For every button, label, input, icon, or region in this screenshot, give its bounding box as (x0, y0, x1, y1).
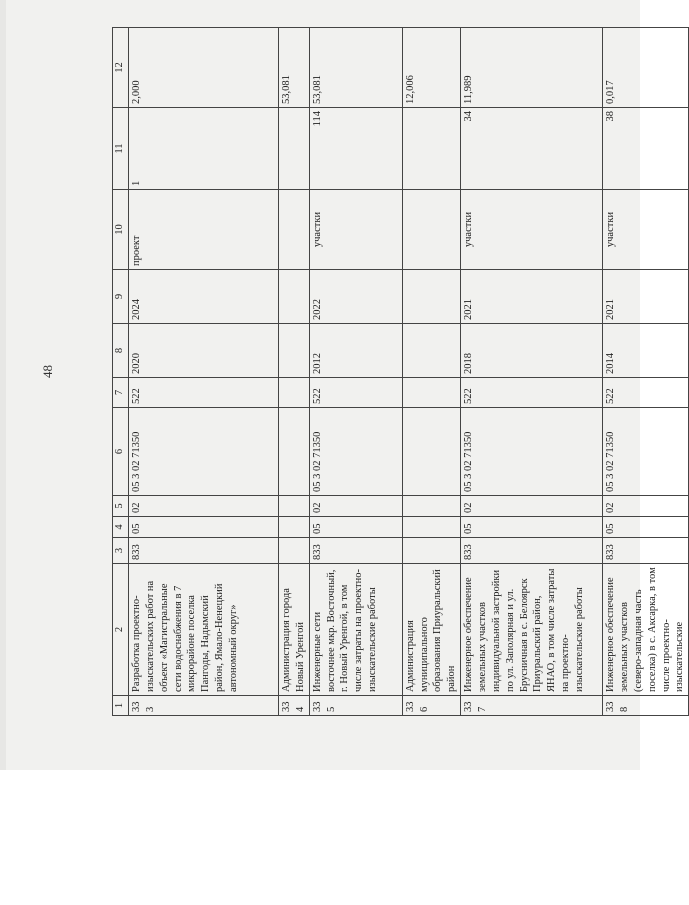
row-number: 336 (402, 696, 460, 716)
cell-6: 05 3 02 71350 (309, 408, 402, 496)
cell-6: 05 3 02 71350 (129, 408, 279, 496)
cell-4 (279, 517, 310, 538)
cell-12: 2,000 (129, 28, 279, 108)
table-row (461, 28, 603, 716)
cell-10: участки (461, 190, 603, 270)
cell-11 (279, 108, 310, 190)
cell-5: 02 (461, 496, 603, 517)
cell-10: проект (129, 190, 279, 270)
object-name: Администрация города Новый Уренгой (279, 564, 310, 696)
cell-4: 05 (603, 517, 689, 538)
object-name: Инженерные сети восточнее мкр. Восточный, г. Новый Уренгой, в том числе затраты на проектно-изыскательские работы (309, 564, 402, 696)
header-cell: 2 (113, 564, 129, 696)
cell-12: 12,006 (402, 28, 460, 108)
cell-11 (402, 108, 460, 190)
cell-12: 0,017 (603, 28, 689, 108)
cell-5 (402, 496, 460, 517)
table-row (603, 28, 689, 716)
table-row (402, 28, 460, 716)
cell-4: 05 (461, 517, 603, 538)
object-name: Инженерное обеспечение земельных участков индивидуальной застройки по ул. Заполярная и ул. Брусничная в с. Белоярск Приуральский район, ЯНАО, в том числе затраты на проектно-изыскательские работы (461, 564, 603, 696)
header-cell: 7 (113, 378, 129, 408)
cell-4: 05 (309, 517, 402, 538)
header-cell: 3 (113, 538, 129, 564)
cell-12: 11,989 (461, 28, 603, 108)
cell-9: 2021 (603, 270, 689, 324)
cell-8: 2018 (461, 324, 603, 378)
object-name: Администрация муниципального образования Приуральский район (402, 564, 460, 696)
cell-8: 2012 (309, 324, 402, 378)
cell-8: 2020 (129, 324, 279, 378)
row-number: 337 (461, 696, 603, 716)
cell-9: 2021 (461, 270, 603, 324)
cell-7: 522 (129, 378, 279, 408)
cell-7: 522 (603, 378, 689, 408)
cell-6 (279, 408, 310, 496)
cell-6: 05 3 02 71350 (461, 408, 603, 496)
header-cell: 5 (113, 496, 129, 517)
cell-9 (402, 270, 460, 324)
cell-9: 2022 (309, 270, 402, 324)
cell-7 (279, 378, 310, 408)
header-cell: 8 (113, 324, 129, 378)
cell-8: 2014 (603, 324, 689, 378)
object-name: Разработка проектно-изыскательских работ на объект «Магистральные сети водоснабжения в 7 микрорайоне поселка Пангоды, Надымский район, Ямало-Ненецкий автономный округ» (129, 564, 279, 696)
header-cell: 9 (113, 270, 129, 324)
table-row (129, 28, 279, 716)
cell-7: 522 (309, 378, 402, 408)
cell-12: 53,081 (279, 28, 310, 108)
cell-5: 02 (603, 496, 689, 517)
cell-7: 522 (461, 378, 603, 408)
cell-10 (402, 190, 460, 270)
cell-7 (402, 378, 460, 408)
cell-11: 114 (309, 108, 402, 190)
cell-9: 2024 (129, 270, 279, 324)
cell-11: 34 (461, 108, 603, 190)
object-name: Инженерное обеспечение земельных участков (северо-западная часть поселка) в с. Аксарка, в том числе проектно-изыскательские (603, 564, 689, 696)
cell-3: 833 (309, 538, 402, 564)
cell-4 (402, 517, 460, 538)
cell-3: 833 (603, 538, 689, 564)
cell-3 (402, 538, 460, 564)
row-number: 335 (309, 696, 402, 716)
header-cell: 11 (113, 108, 129, 190)
cell-3: 833 (461, 538, 603, 564)
cell-5: 02 (129, 496, 279, 517)
cell-8 (279, 324, 310, 378)
cell-10: участки (603, 190, 689, 270)
cell-12: 53,081 (309, 28, 402, 108)
cell-9 (279, 270, 310, 324)
row-number: 334 (279, 696, 310, 716)
cell-4: 05 (129, 517, 279, 538)
header-cell: 4 (113, 517, 129, 538)
budget-table (112, 27, 689, 716)
cell-10 (279, 190, 310, 270)
cell-8 (402, 324, 460, 378)
cell-10: участки (309, 190, 402, 270)
header-cell: 6 (113, 408, 129, 496)
cell-6: 05 3 02 71350 (603, 408, 689, 496)
cell-5 (279, 496, 310, 517)
cell-11: 1 (129, 108, 279, 190)
cell-3: 833 (129, 538, 279, 564)
row-number: 338 (603, 696, 689, 716)
rotated-table-container (112, 28, 686, 716)
page-number: 48 (40, 365, 55, 378)
cell-5: 02 (309, 496, 402, 517)
table-row (309, 28, 402, 716)
cell-6 (402, 408, 460, 496)
row-number: 333 (129, 696, 279, 716)
table-row (279, 28, 310, 716)
table-header-row (113, 28, 129, 716)
cell-11: 38 (603, 108, 689, 190)
header-cell: 10 (113, 190, 129, 270)
header-cell: 12 (113, 28, 129, 108)
header-cell: 1 (113, 696, 129, 716)
cell-3 (279, 538, 310, 564)
